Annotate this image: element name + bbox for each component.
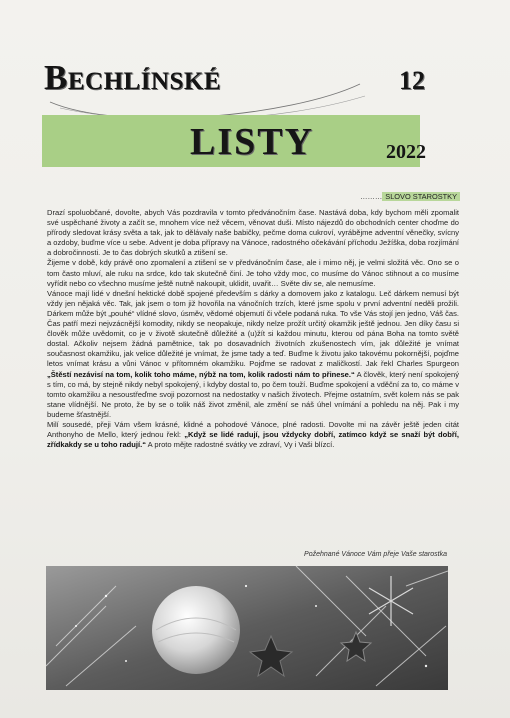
ornament-photo-graphic <box>46 566 448 690</box>
closing-signature: Požehnané Vánoce Vám přeje Vaše starostka <box>304 551 447 558</box>
article-paragraph-2: Žijeme v době, kdy právě ono zpomalení a ztišení se v předvánočním čase, ale i mimo něj, je velmi složitá věc. Ono se o tom často mluví, ale ruku na srdce, kdo tak skutečně činí. Je toho vždy moc, co musíme do Vánoc stihnout a co musíme vyřídit nebo co všechno musíme ještě nutně nakoupit, uklidit, uvařit… Světe div se, ale nemusíme. <box>47 258 459 288</box>
paragraph-3-text-a: Vánoce mají lidé v dnešní hektické době spojené především s dárky a domovem jako z katalogu. Leč dárkem nemusí být vždy jen nějaká věc. Tak, jak jsem o tom již hovořila na vánočních trzích, které jsme spolu v první adventní neděli prožili. Dárkem může být „pouhé“ vlídné slovo, úsměv, vědomé objemutí či včele podaná ruka. To vše Vás stojí jen jedno, Váš čas. Čas patří mezi nejvzácnější komodity, nikdy se neopakuje, nikdy nelze prožít určitý okamžik ještě jednou. Jen díky času si člověk může uvědomit, co je v životě skutečně důležité a (u)žít si každou minutu, kterou od pána Boha na tomto světě dostal. Ačkoliv nejsem žádná pamětnice, tak po dosavadních životních zkušenostech vím, jak důležité je vnímat současnost okamžiku, jak velice důležité je vnímat, že jsme tady a teď. Buďme k životu jako takovému pokornější, pojďme letos vnímat krásu a vůni Vánoc v přítomném okamžiku. Pojďme se radovat z maličkostí. Jak řekl Charles Spurgeon <box>47 288 459 369</box>
article-paragraph-4 <box>47 420 459 450</box>
christmas-ornament-photo <box>46 566 448 690</box>
issue-year: 2022 <box>386 141 426 163</box>
article-paragraph-1: Drazí spoluobčané, dovolte, abych Vás pozdravila v tomto předvánočním čase. Nastává doba, kdy bychom měli zpomalit své uspěchané životy a začít se, mnohem více než věcem, věnovat duši. Místo nájezdů do obchodních center choďme do přírody sledovat krásy světa a tak, jak to dělávaly naše babičky, pečme doma cukroví, vyrábějme adventní věnečky, svícny a ozdoby, buďme více u sebe. Advent je doba přípravy na Vánoce, radostného očekávání příchodu Ježíška, doba rozjímání a dobročinnosti. Je to čas dobrých skutků a ztišení se. <box>47 208 459 258</box>
issue-number: 12 <box>399 66 425 95</box>
masthead-title-line1-text: Bechlínské <box>44 58 222 97</box>
paragraph-3-text-b: A člověk, který není spokojený s tím, co má, by stejně nikdy nebyl spokojený, i kdyby dostal to, po čem touží. Buďme spokojení a vděční za to, co máme v tomto okamžiku a nesoustřeďme svoji pozornost na nedostatky v našich životech. Přejme ostatním, svět kolem nás se pak stane vlídnější. Ne proto, že by se o tolik náš život změnil, ale změní se náš úhel vnímání a pohledu na něj. Pak i my budeme šťastnější. <box>47 369 459 419</box>
paragraph-4-text-a: Milí sousedé, přeji Vám všem krásné, klidné a pohodové Vánoce, plné radosti. Dovolte mi na závěr ještě jeden citát Anthonyho de Mello, který jednou řekl: <box>47 419 459 440</box>
article-body <box>47 208 459 450</box>
spurgeon-quote: „Štěstí nezávisí na tom, kolik toho máme, nýbž na tom, kolik radosti nám to přinese.“ <box>47 369 355 379</box>
paragraph-4-text-b: A proto mějte radostné svátky ve zdraví, Vy i Vaši blízcí. <box>147 440 335 450</box>
article-paragraph-3 <box>47 289 459 420</box>
section-label: SLOVO STAROSTKY <box>382 192 460 201</box>
section-dots: ……… <box>360 192 383 201</box>
section-header <box>44 192 460 201</box>
masthead-title-line2: LISTY <box>190 121 315 163</box>
de-mello-quote: „Když se lidé radují, jsou vždycky dobří, zatímco když se snaží být dobří, zřídkakdy se u toho radují.“ <box>47 430 459 450</box>
masthead-title-line1 <box>44 58 221 98</box>
